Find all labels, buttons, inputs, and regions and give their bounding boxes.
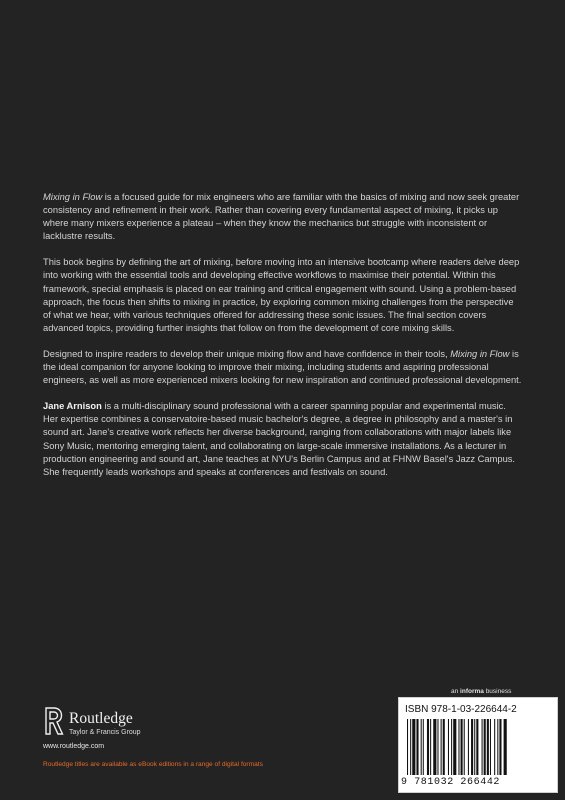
barcode-bar <box>416 719 418 775</box>
barcode-bars <box>405 719 553 777</box>
routledge-r-icon <box>43 706 65 736</box>
barcode-bar <box>474 719 475 775</box>
barcode-bar <box>451 719 452 775</box>
barcode-bar <box>476 719 478 775</box>
barcode-bar <box>427 719 429 775</box>
informa-prefix: an <box>451 688 461 695</box>
author-bio <box>43 400 523 479</box>
publisher-url: www.routledge.com <box>43 743 105 750</box>
isbn-barcode <box>398 697 558 793</box>
barcode-bar <box>497 719 498 775</box>
description-paragraph-3 <box>43 348 523 387</box>
barcode-bar <box>468 719 469 775</box>
barcode-bar <box>494 719 495 775</box>
informa-brand: informa <box>460 688 484 695</box>
author-name: Jane Arnison <box>43 401 102 412</box>
barcode-bar <box>437 719 438 775</box>
barcode-bar <box>504 719 507 775</box>
back-cover-description <box>43 191 523 492</box>
barcode-bar <box>499 719 501 775</box>
barcode-digits: 9 781032 266442 <box>401 777 501 788</box>
barcode-bar <box>471 719 473 775</box>
isbn-text: ISBN 978-1-03-226644-2 <box>405 704 517 715</box>
barcode-bar <box>443 719 445 775</box>
barcode-bar <box>461 719 463 775</box>
routledge-logo <box>43 706 203 742</box>
barcode-bar <box>433 719 436 775</box>
barcode-bar <box>487 719 489 775</box>
barcode-bar <box>482 719 483 775</box>
book-title-italic-2: Mixing in Flow <box>450 348 510 359</box>
description-paragraph-1-text: is a focused guide for mix engineers who are familiar with the basics of mixing and now seek greater consistency and refinement in their work. Rather than covering every fundamental aspect of mixing, it picks up where many mixers experience a plateau – when they know the mechanics but struggle with inconsistent or lacklustre results. <box>43 192 520 242</box>
informa-suffix: business <box>483 688 512 695</box>
description-paragraph-3-start: Designed to inspire readers to develop their unique mixing flow and have confidence in their tools, <box>43 348 451 359</box>
barcode-bar <box>430 719 431 775</box>
publisher-name: Routledge <box>69 710 133 727</box>
barcode-bar <box>423 719 424 775</box>
description-paragraph-1 <box>43 191 523 243</box>
publisher-group: Taylor & Francis Group <box>69 729 141 736</box>
barcode-bar <box>484 719 486 775</box>
barcode-bar <box>464 719 465 775</box>
barcode-bar <box>458 719 459 775</box>
description-paragraph-2: This book begins by defining the art of mixing, before moving into an intensive bootcamp where readers delve deep into working with the essential tools and developing effective workflows to maximise their potential. Within this framework, special emphasis is placed on ear training and critical engagement with sound. Using a problem-based approach, the focus then shifts to mixing in practice, by exploring common mixing challenges from the perspective of what we hear, with various techniques offered for addressing these sonic issues. The final section covers advanced topics, providing further insights that follow on from the development of core mixing skills. <box>43 257 520 333</box>
informa-tagline <box>451 688 511 695</box>
barcode-bar <box>421 719 422 775</box>
barcode-bar <box>448 719 449 775</box>
author-bio-text: is a multi-disciplinary sound professional with a career spanning popular and experimental music. Her expertise combines a conservatoire-based music bachelor's degree, a degree in philosophy and a master's in sound art. Jane's creative work reflects her diverse background, ranging from collaborations with major labels like Sony Music, mentoring emerging talent, and collaborating on large-scale immersive installations. As a lecturer in production engineering and sound art, Jane teaches at NYU's Berlin Campus and at FHNW Basel's Jazz Campus. She frequently leads workshops and speaks at conferences and festivals on sound. <box>43 401 516 477</box>
description-paragraph-3-text: is the ideal companion for anyone looking to improve their mixing, including students and aspiring professional engineers, as well as more experienced mixers looking for new inspiration and continued professional development. <box>43 348 522 386</box>
barcode-bar <box>412 719 415 775</box>
barcode-bar <box>453 719 456 775</box>
barcode-bar <box>441 719 442 775</box>
barcode-bar <box>410 719 411 775</box>
barcode-bar <box>490 719 491 775</box>
book-title-italic: Mixing in Flow <box>43 192 103 202</box>
barcode-bar <box>407 719 408 775</box>
ebook-note: Routledge titles are available as eBook editions in a range of digital formats <box>43 761 263 768</box>
